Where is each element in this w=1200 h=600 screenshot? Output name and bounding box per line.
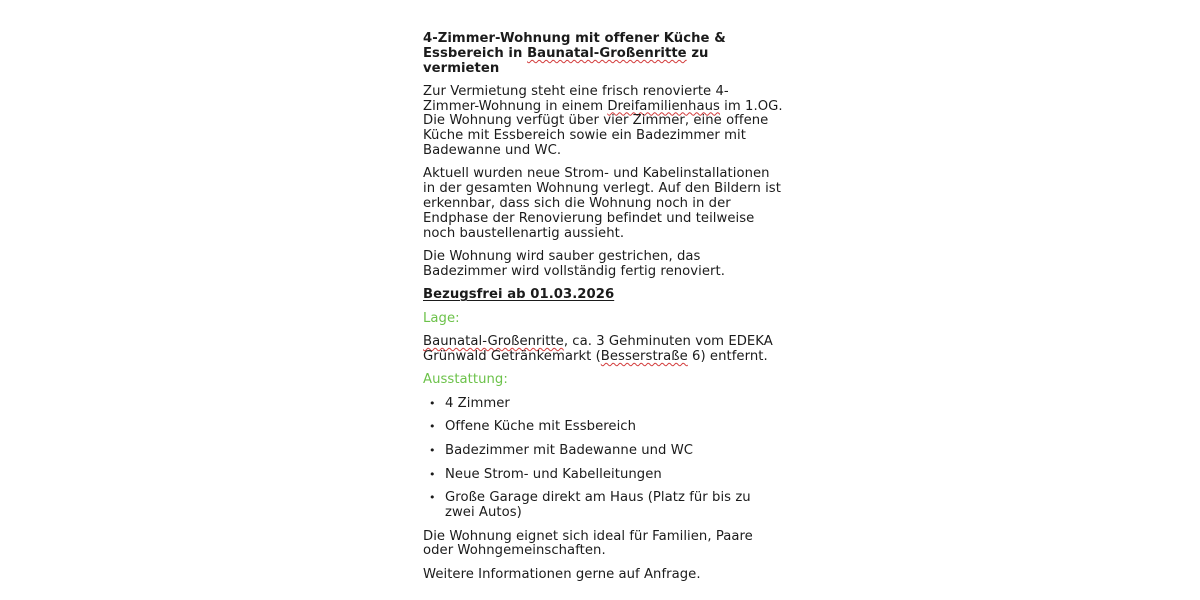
- feature-item: [423, 397, 783, 412]
- location-paragraph: [423, 335, 783, 365]
- availability-date: Bezugsfrei ab 01.03.2026: [423, 287, 615, 303]
- location-street-misspelled[interactable]: Besserstraße: [600, 348, 688, 364]
- intro-word-misspelled[interactable]: Dreifamilienhaus: [607, 98, 720, 114]
- feature-item: [423, 444, 783, 459]
- intro-text-start: Zur Vermietung steht eine frisch renovierte 4-Zimmer-Wohnung in einem: [423, 83, 729, 114]
- features-heading: Ausstattung:: [423, 372, 508, 388]
- listing-document: [423, 32, 783, 591]
- bullet-icon: •: [429, 491, 436, 505]
- feature-item: [423, 468, 783, 483]
- title-text-end: zu vermieten: [423, 45, 709, 76]
- location-place-misspelled[interactable]: Baunatal-Großenritte: [423, 334, 564, 350]
- suitability-paragraph: Die Wohnung eignet sich ideal für Familien, Paare oder Wohngemeinschaften.: [423, 528, 753, 559]
- location-text-start: , ca. 3 Gehminuten vom EDEKA Grünwald Getränkemarkt (: [423, 334, 773, 364]
- title-text-start: 4-Zimmer-Wohnung mit offener Küche & Essbereich in: [423, 31, 726, 61]
- location-heading: Lage:: [423, 310, 460, 326]
- bullet-icon: •: [429, 420, 436, 434]
- intro-paragraph: [423, 85, 783, 159]
- bullet-icon: •: [429, 467, 436, 481]
- feature-text: Offene Küche mit Essbereich: [445, 419, 637, 435]
- feature-text: Große Garage direkt am Haus (Platz für bis zu zwei Autos): [445, 490, 751, 521]
- renovation-paragraph: Aktuell wurden neue Strom- und Kabelinstallationen in der gesamten Wohnung verlegt. Auf den Bildern ist erkennbar, dass sich die Wohnung noch in der Endphase der Renovierung befindet und teilweise noch baustellenartig aussieht.: [423, 166, 781, 241]
- feature-item: [423, 420, 783, 435]
- feature-item: [423, 491, 783, 521]
- painting-paragraph: Die Wohnung wird sauber gestrichen, das Badezimmer wird vollständig fertig renoviert.: [423, 248, 725, 279]
- title-place-misspelled[interactable]: Baunatal-Großenritte: [527, 45, 687, 61]
- feature-text: Badezimmer mit Badewanne und WC: [445, 443, 694, 459]
- bullet-icon: •: [429, 396, 436, 410]
- closing-paragraph: Weitere Informationen gerne auf Anfrage.: [423, 566, 701, 582]
- intro-text-end: im 1.OG. Die Wohnung verfügt über vier Zimmer, eine offene Küche mit Essbereich sowie ein Badezimmer mit Badewanne und WC.: [423, 98, 783, 158]
- feature-text: Neue Strom- und Kabelleitungen: [445, 466, 662, 482]
- location-text-end: 6) entfernt.: [687, 348, 768, 364]
- listing-title: [423, 32, 783, 76]
- bullet-icon: •: [429, 444, 436, 458]
- features-list: [423, 397, 783, 521]
- feature-text: 4 Zimmer: [445, 395, 510, 411]
